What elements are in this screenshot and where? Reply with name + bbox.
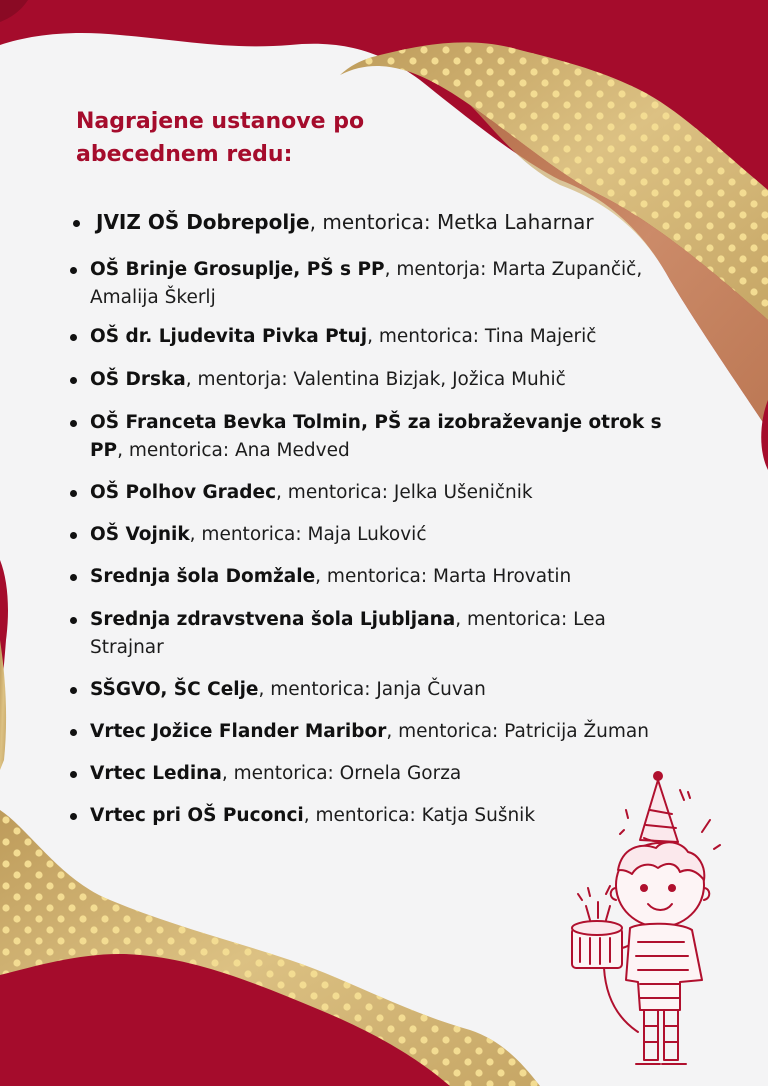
institution-name: OŠ Vojnik [90, 524, 190, 545]
institution-name: Vrtec pri OŠ Puconci [90, 805, 304, 826]
mentor-text: , mentorja: Valentina Bizjak, Jožica Muhič [185, 369, 566, 390]
mentor-text: , mentorica: Metka Laharnar [309, 210, 594, 234]
mentor-text: , mentorica: Tina Majerič [367, 326, 597, 347]
page-heading [76, 105, 396, 171]
institution-name: OŠ Brinje Grosuplje, PŠ s PP [90, 259, 385, 280]
institution-name: Vrtec Jožice Flander Maribor [90, 721, 387, 742]
list-item [60, 606, 684, 662]
mentor-text: , mentorica: Marta Hrovatin [315, 566, 572, 587]
mentor-text: , mentorica: Patricija Žuman [386, 721, 649, 742]
mentor-text: , mentorica: Ornela Gorza [221, 763, 462, 784]
institution-name: SŠGVO, ŠC Celje [90, 679, 259, 700]
list-item [60, 366, 684, 394]
institution-name: Srednja šola Domžale [90, 566, 316, 587]
list-item [60, 208, 684, 236]
mentor-text: , mentorica: Ana Medved [117, 440, 350, 461]
mentor-text: , mentorja: Marta Zupančič, Amalija Škerlj [90, 259, 643, 308]
institution-name: OŠ Franceta Bevka Tolmin, PŠ za izobraževanje otrok s PP [90, 412, 662, 461]
heading-line-2: abecednem redu: [76, 142, 293, 167]
mentor-text: , mentorica: Katja Sušnik [303, 805, 536, 826]
institution-name: Vrtec Ledina [90, 763, 222, 784]
list-item [60, 563, 684, 591]
list-item [60, 676, 684, 704]
list-item [60, 521, 684, 549]
list-item [60, 323, 684, 351]
list-item [60, 409, 684, 465]
institution-name: Srednja zdravstvena šola Ljubljana [90, 609, 456, 630]
institution-name: OŠ dr. Ljudevita Pivka Ptuj [90, 326, 368, 347]
mentor-text: , mentorica: Janja Čuvan [258, 679, 486, 700]
mentor-text: , mentorica: Jelka Ušeničnik [276, 482, 533, 503]
heading-line-1: Nagrajene ustanove po [76, 109, 365, 134]
mentor-text: , mentorica: Maja Luković [189, 524, 427, 545]
institution-name: JVIZ OŠ Dobrepolje [96, 210, 310, 234]
list-item [60, 479, 684, 507]
list-item [60, 718, 684, 746]
list-item [60, 256, 684, 312]
mentor-text: , mentorica: Lea Strajnar [90, 609, 606, 658]
institution-name: OŠ Drska [90, 369, 186, 390]
birthday-boy-illustration [560, 770, 760, 1070]
institution-name: OŠ Polhov Gradec [90, 482, 277, 503]
